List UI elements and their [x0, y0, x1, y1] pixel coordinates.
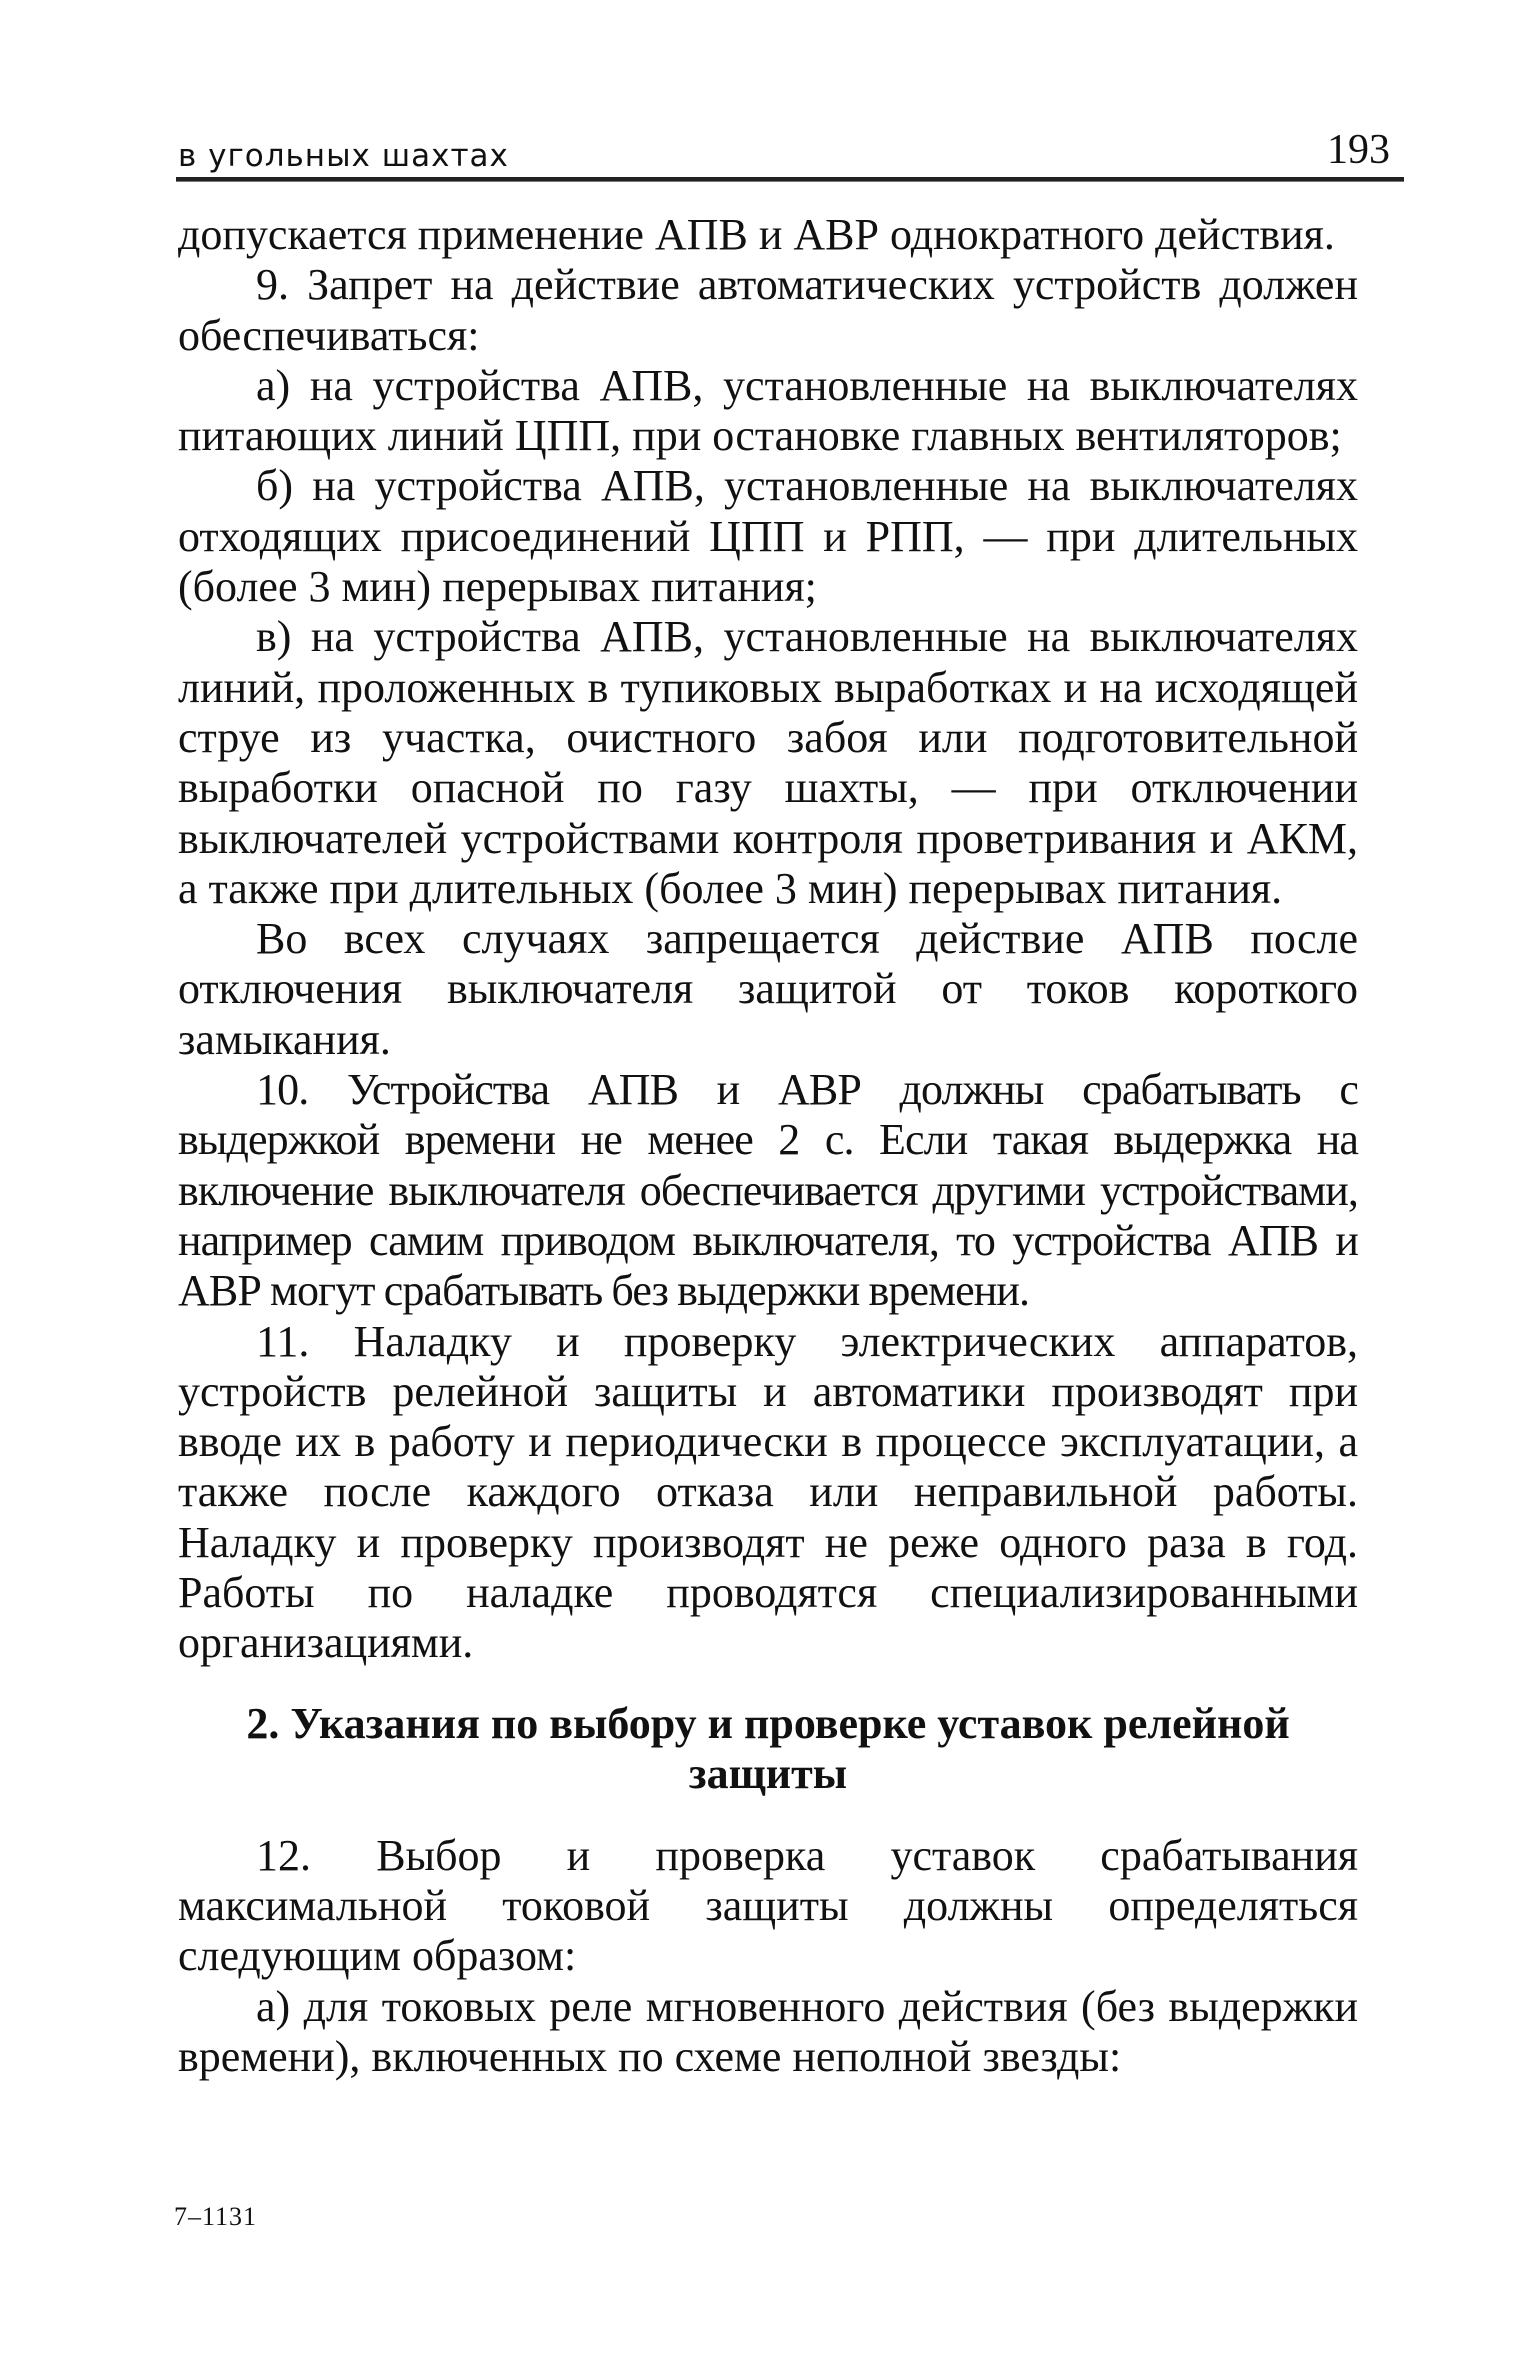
paragraph-item-12a: а) для токовых реле мгновенного действия (без выдержки времени), включенных по схеме неполной звезды: — [178, 1981, 1358, 2081]
paragraph-item-9a: а) на устройства АПВ, установленные на выключателях питающих линий ЦПП, при остановке главных вентиляторов; — [178, 360, 1358, 461]
body-text — [178, 210, 1358, 2082]
paragraph-item-9b: б) на устройства АПВ, установленные на выключателях отходящих присоединений ЦПП и РПП, — при длительных (более 3 мин) перерывах питания; — [178, 461, 1358, 612]
page-header — [176, 118, 1404, 182]
section-heading — [178, 1699, 1358, 1799]
section-heading-line-1: 2. Указания по выбору и проверке уставок релейной — [246, 1698, 1290, 1748]
paragraph-item-9: 9. Запрет на действие автоматических устройств должен обеспечиваться: — [178, 260, 1358, 360]
paragraph-item-12: 12. Выбор и проверка уставок срабатывания максимальной токовой защиты должны определяться следующим образом: — [178, 1830, 1358, 1981]
paragraph-continuation: допускается применение АПВ и АВР однократного действия. — [178, 210, 1335, 259]
paragraph-item-9v: в) на устройства АПВ, установленные на выключателях линий, проложенных в тупиковых выработках и на исходящей струе из участка, очистного забоя или подготовительной выработки опасной по газу шахты, — при отключении выключателей устройствами контроля проветривания и АКМ, а также при длительных (более 3 мин) перерывах питания. — [178, 612, 1358, 913]
header-rule — [176, 177, 1404, 182]
paragraph-all-cases: Во всех случаях запрещается действие АПВ после отключения выключателя защитой от токов короткого замыкания. — [178, 914, 1358, 1064]
paragraph-item-10: 10. Устройства АПВ и АВР должны срабатывать с выдержкой времени не менее 2 с. Если такая выдержка на включение выключателя обеспечивается другими устройствами, например самим приводом выключателя, то устройства АПВ и АВР могут срабатывать без выдержки времени. — [178, 1065, 1358, 1316]
paragraph-item-11: 11. Наладку и проверку электрических аппаратов, устройств релейной защиты и автоматики производят при вводе их в работу и периодически в процессе эксплуатации, а также после каждого отказа или неправильной работы. Наладку и проверку производят не реже одного раза в год. Работы по наладке проводятся специализированными организациями. — [178, 1316, 1358, 1668]
running-title: в угольных шахтах — [178, 138, 509, 174]
page-number: 193 — [1327, 127, 1390, 173]
section-heading-line-2: защиты — [688, 1748, 848, 1798]
printer-signature: 7–1131 — [174, 2202, 258, 2231]
